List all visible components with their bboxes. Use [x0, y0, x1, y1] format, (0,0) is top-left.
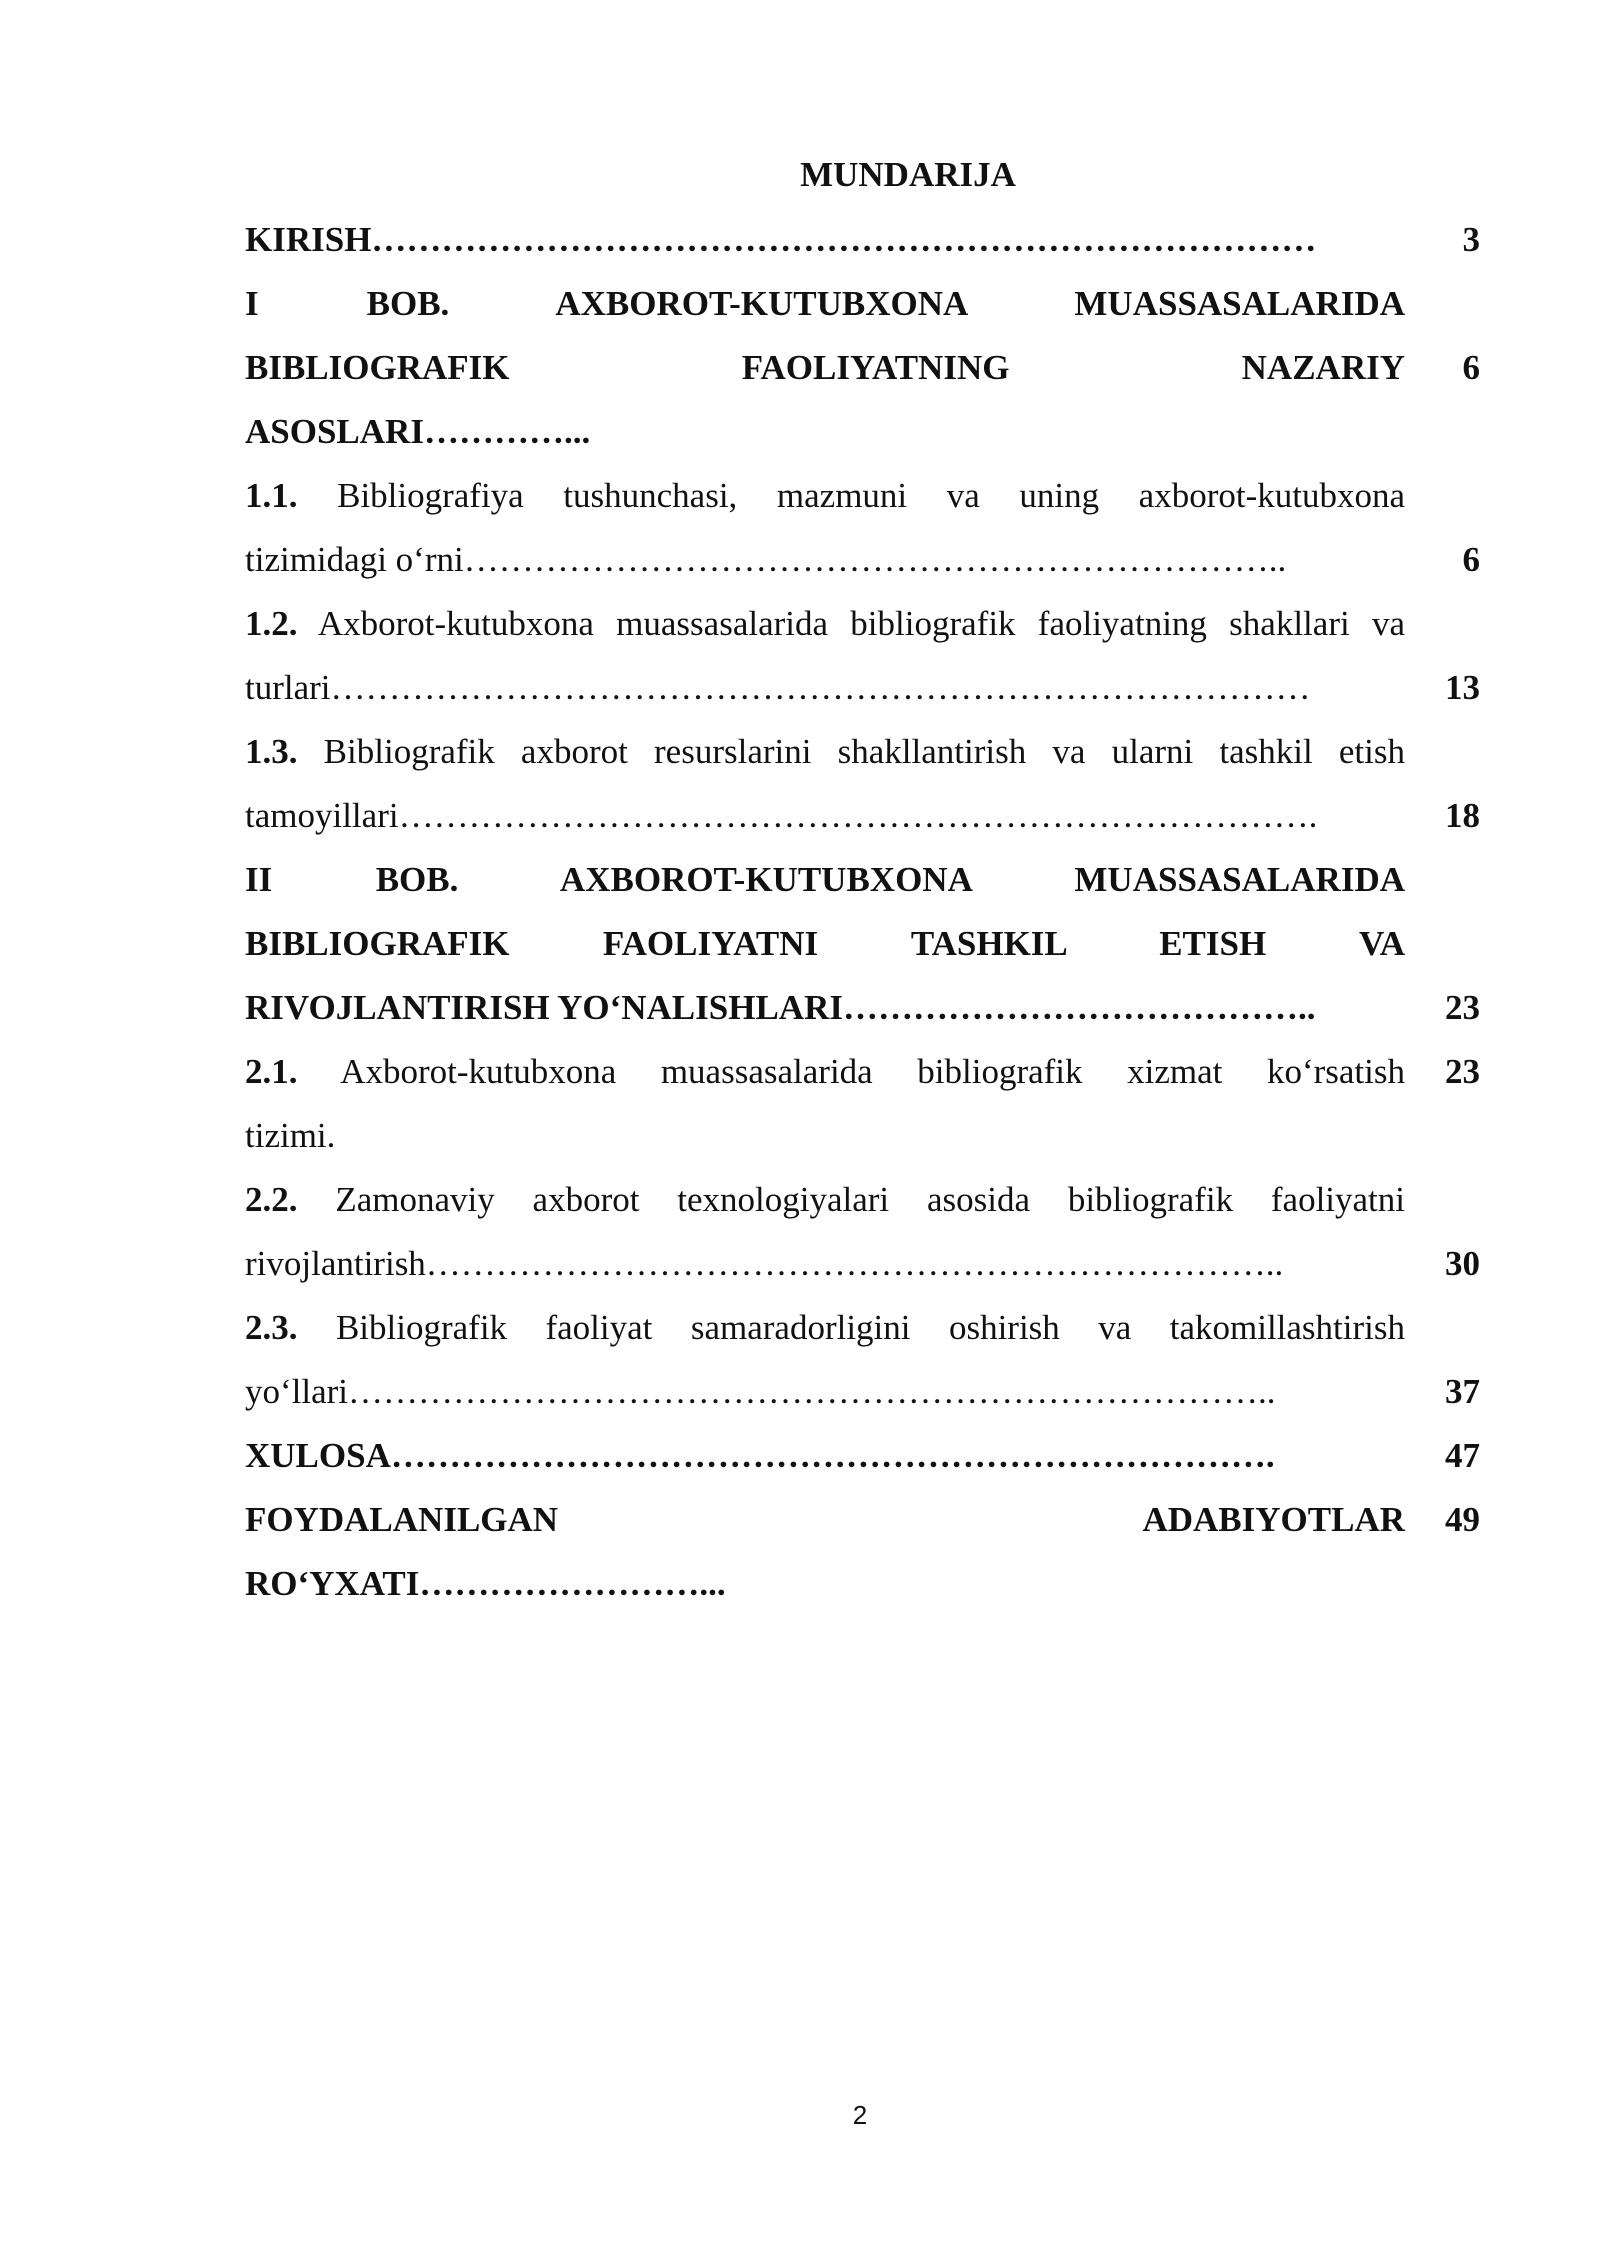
toc-section-number: 1.2.	[245, 604, 298, 643]
toc-entry-chapter-2	[245, 848, 1480, 1040]
toc-entry-text: tamoyillari…………………………………………………………………….	[245, 796, 1318, 835]
toc-section-number: 2.2.	[245, 1180, 298, 1219]
toc-entry-text: Bibliografiya tushunchasi, mazmuni va uning axborot-kutubxona	[337, 476, 1405, 515]
toc-entry-references	[245, 1488, 1480, 1616]
toc-entry-kirish	[245, 208, 1480, 272]
toc-page-number: 37	[1445, 1372, 1480, 1411]
toc-entry-text: turlari…………………………………………………………………………	[245, 668, 1311, 707]
toc-entry-text: Zamonaviy axborot texnologiyalari asosida bibliografik faoliyatni	[335, 1180, 1406, 1219]
toc-entry-text: FOYDALANILGAN ADABIYOTLAR	[245, 1500, 1405, 1539]
toc-page-number: 23	[1445, 988, 1480, 1027]
page-title: MUNDARIJA	[800, 155, 1016, 194]
toc-page-number: 18	[1445, 796, 1480, 835]
page-number: 2	[852, 2100, 868, 2130]
toc-entry-text: I BOB. AXBOROT-KUTUBXONA MUASSASALARIDA	[245, 284, 1405, 323]
toc-entry-section-2-2	[245, 1168, 1480, 1296]
toc-entry-text: tizimidagi o‘rni……………………………………………………………..	[245, 540, 1287, 579]
toc-page-number: 6	[1462, 540, 1480, 579]
toc-entry-section-1-3	[245, 720, 1480, 848]
toc-entry-text: RIVOJLANTIRISH YO‘NALISHLARI…………………………………..	[245, 988, 1316, 1027]
toc-entry-text: yo‘llari……………………………………………………………………..	[245, 1372, 1276, 1411]
toc-entry-text: tizimi.	[245, 1116, 336, 1155]
toc-entry-section-2-3	[245, 1296, 1480, 1424]
toc-page-number: 49	[1445, 1500, 1480, 1539]
toc-section-number: 1.3.	[245, 732, 298, 771]
toc-entry-text: Bibliografik faoliyat samaradorligini oshirish va takomillashtirish	[335, 1308, 1405, 1347]
toc-section-number: 1.1.	[245, 476, 298, 515]
toc-entry-section-1-2	[245, 592, 1480, 720]
toc-page-number: 47	[1445, 1436, 1480, 1475]
toc-entry-text: RO‘YXATI……………………...	[245, 1564, 726, 1603]
toc-section-number: 2.1.	[245, 1052, 298, 1091]
toc-entry-chapter-1	[245, 272, 1480, 464]
toc-entry-text: II BOB. AXBOROT-KUTUBXONA MUASSASALARIDA	[245, 860, 1405, 899]
toc-entry-text: ASOSLARI…………...	[245, 412, 591, 451]
toc-page-number: 3	[1462, 220, 1480, 259]
toc-entry-text: Bibliografik axborot resurslarini shakllantirish va ularni tashkil etish	[323, 732, 1406, 771]
toc-entry-xulosa	[245, 1424, 1480, 1488]
toc-entry-text: BIBLIOGRAFIK FAOLIYATNING NAZARIY	[245, 348, 1405, 387]
toc-entry-text: rivojlantirish………………………………………………………………..	[245, 1244, 1284, 1283]
toc-entry-text: Axborot-kutubxona muassasalarida bibliografik faoliyatning shakllari va	[317, 604, 1405, 643]
toc-entry-section-1-1	[245, 464, 1480, 592]
toc-entry-section-2-1	[245, 1040, 1480, 1168]
toc-section-number: 2.3.	[245, 1308, 298, 1347]
toc-entry-text: BIBLIOGRAFIK FAOLIYATNI TASHKIL ETISH VA	[245, 924, 1405, 963]
toc-page-number: 23	[1445, 1052, 1480, 1091]
table-of-contents	[245, 208, 1480, 1616]
toc-page-number: 13	[1445, 668, 1480, 707]
toc-page-number: 30	[1445, 1244, 1480, 1283]
toc-entry-text: XULOSA………………………………………………………………….	[245, 1436, 1275, 1475]
toc-entry-text: KIRISH………………………………………………………………………	[245, 220, 1317, 259]
toc-page-number: 6	[1462, 348, 1480, 387]
toc-entry-text: Axborot-kutubxona muassasalarida bibliografik xizmat ko‘rsatish	[340, 1052, 1405, 1091]
